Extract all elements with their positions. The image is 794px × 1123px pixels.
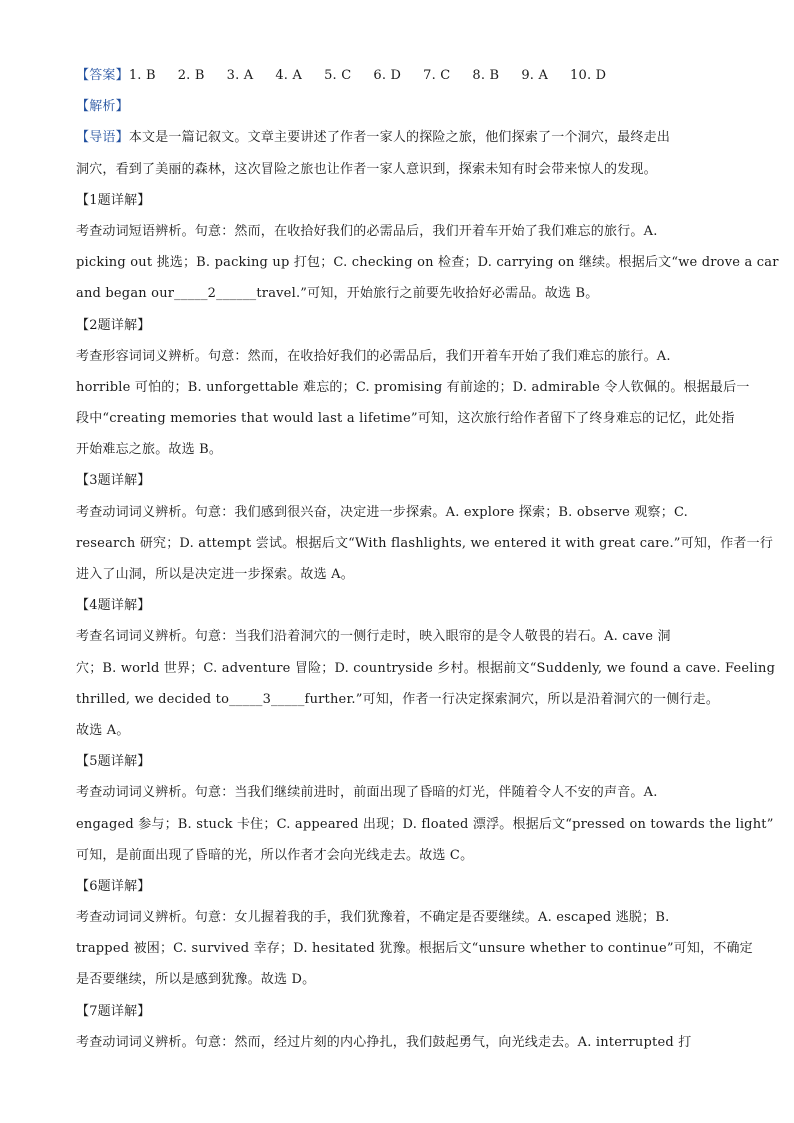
intro-text: 本文是一篇记叙文。文章主要讲述了作者一家人的探险之旅，他们探索了一个洞穴，最终走出	[128, 130, 671, 146]
explanation-line: trapped 被困；C. survived 幸存；D. hesitated 犹豫。根据后文“unsure whether to continue”可知，不确定	[76, 941, 753, 957]
intro-line: 洞穴，看到了美丽的森林，这次冒险之旅也让作者一家人意识到，探索未知有时会带来惊人的发现。	[76, 161, 657, 177]
explanation-line: 段中“creating memories that would last a lifetime”可知，这次旅行给作者留下了终身难忘的记忆，此处指	[76, 411, 735, 427]
analysis-label: 【解析】	[76, 99, 129, 115]
intro-line	[76, 122, 726, 153]
answer-line	[76, 60, 726, 91]
explanation-line: research 研究；D. attempt 尝试。根据后文“With flashlights, we entered it with great care.”可知，作者一行	[76, 535, 774, 551]
question-heading: 【4题详解】	[76, 598, 151, 614]
explanation-line: 考查动词词义辨析。句意：然而，经过片刻的内心挣扎，我们鼓起勇气，向光线走去。A. interrupted 打	[76, 1034, 692, 1050]
answer-item: 7. C	[423, 68, 451, 83]
explanation-line: 考查动词词义辨析。句意：当我们继续前进时，前面出现了昏暗的灯光，伴随着令人不安的声音。A.	[76, 785, 658, 801]
explanation-line: 开始难忘之旅。故选 B。	[76, 442, 223, 458]
explanation-line: 考查动词词义辨析。句意：女儿握着我的手，我们犹豫着，不确定是否要继续。A. escaped 逃脱；B.	[76, 910, 670, 926]
question-heading: 【2题详解】	[76, 317, 151, 333]
answer-item: 9. A	[521, 68, 549, 83]
explanation-line: engaged 参与；B. stuck 卡住；C. appeared 出现；D. floated 漂浮。根据后文“pressed on towards the light”	[76, 816, 774, 832]
explanation-line: picking out 挑选；B. packing up 打包；C. checking on 检查；D. carrying on 继续。根据后文“we drove a car	[76, 255, 779, 271]
answer-item: 1. B	[128, 68, 156, 83]
explanation-line: horrible 可怕的；B. unforgettable 难忘的；C. promising 有前途的；D. admirable 令人钦佩的。根据最后一	[76, 379, 750, 395]
explanation-line: 是否要继续，所以是感到犹豫。故选 D。	[76, 972, 316, 988]
document-page	[76, 60, 779, 1058]
answer-item: 6. D	[373, 68, 402, 83]
intro-label: 【导语】	[76, 130, 129, 146]
explanation-line: 考查形容词词义辨析。句意：然而，在收拾好我们的必需品后，我们开着车开始了我们难忘的旅行。A.	[76, 348, 671, 364]
answer-item: 10. D	[570, 68, 607, 83]
question-heading: 【5题详解】	[76, 754, 151, 770]
answer-item: 2. B	[177, 68, 205, 83]
explanation-line: 故选 A。	[76, 722, 130, 738]
answer-item: 3. A	[226, 68, 254, 83]
question-heading: 【7题详解】	[76, 1003, 151, 1019]
explanation-line: 穴；B. world 世界；C. adventure 冒险；D. countryside 乡村。根据前文“Suddenly, we found a cave. Feeling	[76, 660, 776, 676]
explanation-line: 可知，是前面出现了昏暗的光，所以作者才会向光线走去。故选 C。	[76, 847, 474, 863]
explanation-line: thrilled, we decided to_____3_____further.”可知，作者一行决定探索洞穴，所以是沿着洞穴的一侧行走。	[76, 691, 720, 707]
answer-item: 8. B	[472, 68, 500, 83]
explanation-line: 考查动词词义辨析。句意：我们感到很兴奋，决定进一步探索。A. explore 探索；B. observe 观察；C.	[76, 504, 688, 520]
answer-item: 5. C	[324, 68, 352, 83]
answer-label: 【答案】	[76, 68, 129, 83]
answer-item: 4. A	[275, 68, 303, 83]
question-heading: 【6题详解】	[76, 878, 151, 894]
explanation-line: 考查名词词义辨析。句意：当我们沿着洞穴的一侧行走时，映入眼帘的是令人敬畏的岩石。A. cave 洞	[76, 629, 671, 645]
question-heading: 【1题详解】	[76, 192, 151, 208]
explanation-line: 考查动词短语辨析。句意：然而，在收拾好我们的必需品后，我们开着车开始了我们难忘的旅行。A.	[76, 223, 658, 239]
explanation-line: and began our_____2______travel.”可知，开始旅行之前要先收拾好必需品。故选 B。	[76, 286, 599, 302]
question-heading: 【3题详解】	[76, 473, 151, 489]
explanation-line: 进入了山洞，所以是决定进一步探索。故选 A。	[76, 567, 354, 582]
